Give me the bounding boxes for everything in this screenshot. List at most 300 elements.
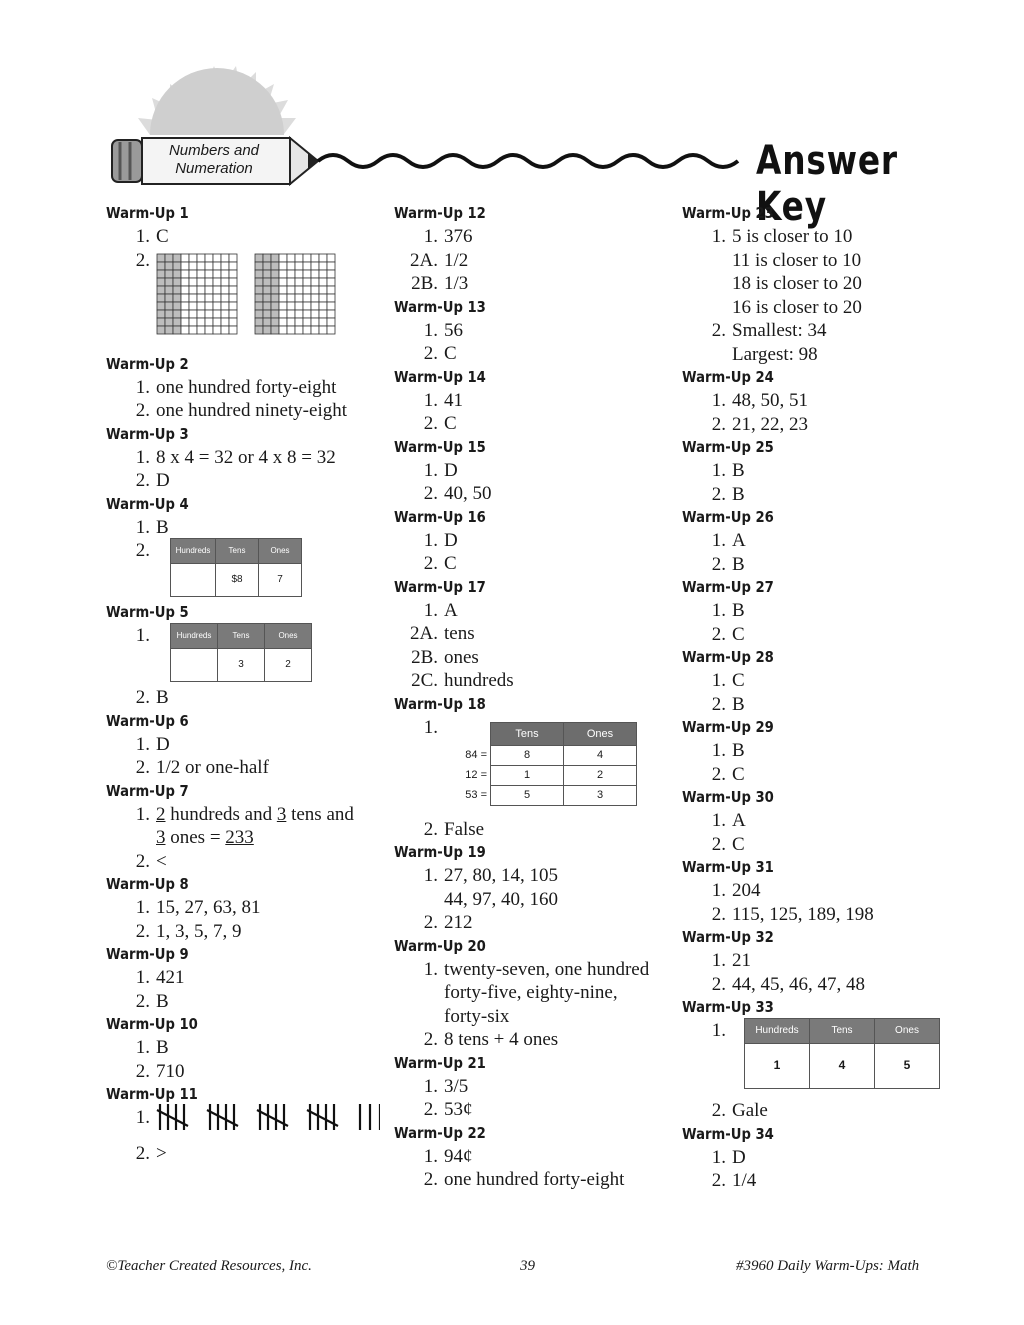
answer-text: 8 tens + 4 ones <box>444 1029 559 1050</box>
item-number: 1. <box>423 319 438 341</box>
table-cell: 2 <box>564 765 637 785</box>
grid-cell <box>263 326 271 334</box>
grid-cell <box>319 326 327 334</box>
grid-cell <box>173 318 181 326</box>
grid-cell <box>295 270 303 278</box>
grid-cell <box>221 254 229 262</box>
item-number: 2. <box>711 763 726 785</box>
place-value-table <box>170 538 302 597</box>
grid-cell <box>229 286 237 294</box>
grid-cell <box>205 294 213 302</box>
grid-cell <box>213 318 221 326</box>
section-warm-up-1 <box>106 202 386 353</box>
grid-cell <box>271 278 279 286</box>
grid-cell <box>279 262 287 270</box>
answer-text: < <box>156 850 167 872</box>
grid-cell <box>229 326 237 334</box>
grid-cell <box>189 270 197 278</box>
section-title: Warm-Up 9 <box>106 945 189 963</box>
answer-text: > <box>156 1143 167 1164</box>
grid-cell <box>173 262 181 270</box>
section-warm-up-20 <box>394 935 674 1052</box>
section-warm-up-10 <box>106 1013 386 1083</box>
section-title: Warm-Up 2 <box>106 354 189 373</box>
grid-cell <box>311 302 319 310</box>
grid-cell <box>205 326 213 334</box>
grid-cell <box>319 302 327 310</box>
grid-cell <box>295 326 303 334</box>
item-number: 2. <box>711 1170 726 1191</box>
grid-cell <box>263 286 271 294</box>
grid-cell <box>165 262 173 270</box>
section-title: Warm-Up 16 <box>394 507 486 526</box>
section-warm-up-3 <box>106 423 386 493</box>
answer-text: 53¢ <box>444 1099 473 1120</box>
grid-cell <box>189 294 197 302</box>
grid-cell <box>279 254 287 262</box>
answer-text: D <box>732 1146 746 1168</box>
grid-cell <box>165 326 173 334</box>
grid-cell <box>165 278 173 286</box>
grid-cell <box>221 302 229 310</box>
grid-cell <box>311 262 319 270</box>
grid-cell <box>229 278 237 286</box>
grid-cell <box>165 286 173 294</box>
answer-text: 421 <box>156 967 185 988</box>
grid-cell <box>189 310 197 318</box>
grid-cell <box>181 254 189 262</box>
item-number: 2. <box>423 413 438 434</box>
answer-text: 94¢ <box>444 1145 473 1167</box>
grid-cell <box>221 278 229 286</box>
section-title: Warm-Up 33 <box>682 998 774 1016</box>
section-warm-up-24 <box>682 366 972 436</box>
table-cell: 3 <box>564 785 637 805</box>
grid-cell <box>229 270 237 278</box>
grid-cell <box>197 294 205 302</box>
grid-cell <box>229 254 237 262</box>
table-header: Hundreds <box>171 539 216 564</box>
item-number: 2. <box>711 320 726 341</box>
grid-cell <box>311 254 319 262</box>
item-number: 1. <box>135 446 150 468</box>
grid-cell <box>229 310 237 318</box>
footer-copyright: ©Teacher Created Resources, Inc. <box>106 1258 312 1274</box>
footer-book-title: #3960 Daily Warm-Ups: Math <box>736 1258 920 1274</box>
item-number: 1. <box>135 1107 150 1128</box>
section-warm-up-34 <box>682 1123 972 1193</box>
grid-cell <box>221 262 229 270</box>
grid-cell <box>197 286 205 294</box>
item-number: 2. <box>135 470 150 491</box>
section-warm-up-9 <box>106 943 386 1013</box>
section-title: Warm-Up 20 <box>394 936 486 955</box>
grid-cell <box>229 318 237 326</box>
column-1 <box>106 202 386 1166</box>
grid-cell <box>295 262 303 270</box>
item-number: 2. <box>423 912 438 933</box>
grid-cell <box>263 318 271 326</box>
grid-cell <box>173 278 181 286</box>
grid-cell <box>295 294 303 302</box>
grid-cell <box>157 262 165 270</box>
grid-cell <box>205 318 213 326</box>
answer-text: C <box>444 343 457 364</box>
answer-text: 15, 27, 63, 81 <box>156 897 261 918</box>
item-number: 1. <box>711 880 726 901</box>
grid-cell <box>279 294 287 302</box>
section-title: Warm-Up 17 <box>394 577 486 596</box>
item-number: 1. <box>423 599 438 621</box>
section-title: Warm-Up 14 <box>394 367 486 386</box>
item-number: 2. <box>135 990 150 1012</box>
grid-cell <box>287 254 295 262</box>
item-number: 1. <box>711 460 726 481</box>
item-number: 2. <box>711 623 726 645</box>
grid-cell <box>279 318 287 326</box>
item-number: 2. <box>135 920 150 942</box>
answer-text: 1, 3, 5, 7, 9 <box>156 920 242 942</box>
item-number: 2. <box>423 553 438 574</box>
underlined-digit: 3 <box>156 827 166 848</box>
grid-cell <box>295 278 303 286</box>
section-title: Warm-Up 4 <box>106 494 189 513</box>
grid-cell <box>327 294 335 302</box>
section-title: Warm-Up 21 <box>394 1053 486 1072</box>
grid-cell <box>255 278 263 286</box>
row-label: 12 = <box>465 769 487 781</box>
item-number: 1. <box>711 810 726 831</box>
grid-cell <box>197 254 205 262</box>
grid-cell <box>165 270 173 278</box>
grid-cell <box>173 302 181 310</box>
item-number: 2C. <box>411 670 438 691</box>
item-number: 2. <box>711 833 726 855</box>
table-cell: 2 <box>265 648 312 681</box>
grid-cell <box>173 326 181 334</box>
answer-text: B <box>156 990 169 1012</box>
section-warm-up-6 <box>106 710 386 780</box>
grid-cell <box>263 254 271 262</box>
item-number: 1. <box>135 1037 150 1058</box>
section-warm-up-11 <box>106 1083 386 1166</box>
table-header: Ones <box>259 539 302 564</box>
item-number: 2. <box>135 540 150 561</box>
underlined-digit: 2 <box>156 803 166 825</box>
hundred-grid-icon <box>156 253 238 335</box>
grid-cell <box>157 302 165 310</box>
section-title: Warm-Up 15 <box>394 437 486 456</box>
pencil-label <box>150 142 278 178</box>
grid-cell <box>303 254 311 262</box>
section-warm-up-25 <box>682 436 972 506</box>
grid-cell <box>181 310 189 318</box>
grid-cell <box>197 326 205 334</box>
grid-cell <box>319 262 327 270</box>
section-warm-up-30 <box>682 786 972 856</box>
section-title: Warm-Up 22 <box>394 1123 486 1142</box>
sun-icon <box>138 66 296 135</box>
grid-cell <box>327 270 335 278</box>
grid-cell <box>213 294 221 302</box>
answer-text: forty-five, eighty-nine, <box>444 982 618 1003</box>
grid-cell <box>287 270 295 278</box>
item-number: 2. <box>711 1100 726 1121</box>
item-number: 1. <box>135 967 150 988</box>
section-warm-up-8 <box>106 873 386 943</box>
table-header: Hundreds <box>171 624 218 649</box>
grid-cell <box>279 270 287 278</box>
grid-cell <box>295 254 303 262</box>
grid-cell <box>287 302 295 310</box>
answer-text: 3/5 <box>444 1075 469 1097</box>
answer-text: ones <box>444 646 479 668</box>
grid-cell <box>189 302 197 310</box>
grid-cell <box>327 318 335 326</box>
grid-cell <box>213 254 221 262</box>
item-number: 2. <box>135 850 150 872</box>
section-warm-up-23 <box>682 202 972 366</box>
answer-text: False <box>444 818 485 840</box>
section-title: Warm-Up 19 <box>394 843 486 861</box>
section-title: Warm-Up 23 <box>682 204 774 222</box>
grid-cell <box>255 286 263 294</box>
answer-text: 40, 50 <box>444 483 492 504</box>
table-header: Tens <box>218 624 265 649</box>
grid-cell <box>319 318 327 326</box>
grid-cell <box>213 302 221 310</box>
grid-cell <box>295 286 303 294</box>
underlined-number: 233 <box>225 827 254 848</box>
hundred-grid-icon <box>254 253 336 335</box>
section-warm-up-7 <box>106 780 386 874</box>
grid-cell <box>327 326 335 334</box>
answer-text: 41 <box>444 389 463 411</box>
grid-cell <box>157 294 165 302</box>
grid-cell <box>303 270 311 278</box>
grid-cell <box>173 254 181 262</box>
section-title: Warm-Up 3 <box>106 424 189 443</box>
item-number: 2A. <box>410 623 438 644</box>
section-title: Warm-Up 6 <box>106 711 189 730</box>
grid-cell <box>197 318 205 326</box>
grid-cell <box>229 302 237 310</box>
answer-text: 376 <box>444 226 473 247</box>
answer-text: 18 is closer to 20 <box>732 273 862 294</box>
grid-cell <box>271 310 279 318</box>
column-3 <box>682 202 972 1193</box>
grid-cell <box>197 262 205 270</box>
grid-cell <box>189 318 197 326</box>
answer-text: 21, 22, 23 <box>732 413 808 435</box>
item-number: 1. <box>423 226 438 247</box>
item-number: 2. <box>423 1099 438 1120</box>
underlined-digit: 3 <box>276 803 287 825</box>
answer-text: B <box>732 740 745 761</box>
answer-text-part: ones = <box>165 827 226 848</box>
grid-cell <box>205 262 213 270</box>
section-warm-up-16 <box>394 506 674 576</box>
grid-cell <box>311 318 319 326</box>
answer-text: B <box>732 483 745 505</box>
item-number: 1. <box>711 670 726 691</box>
answer-text: 1/2 or one-half <box>156 757 269 778</box>
section-title: Warm-Up 24 <box>682 368 774 386</box>
answer-text: one hundred forty-eight <box>156 376 337 398</box>
table-header: Tens <box>491 722 564 745</box>
grid-cell <box>165 310 173 318</box>
answer-text: B <box>156 516 169 538</box>
section-warm-up-27 <box>682 576 972 646</box>
item-number: 2. <box>711 413 726 435</box>
grid-cell <box>189 278 197 286</box>
grid-cell <box>271 318 279 326</box>
answer-text: 56 <box>444 319 463 341</box>
grid-cell <box>255 326 263 334</box>
section-warm-up-14 <box>394 366 674 436</box>
grid-cell <box>287 318 295 326</box>
grid-cell <box>197 270 205 278</box>
grid-cell <box>197 278 205 286</box>
pencil-label-line2: Numeration <box>175 160 253 177</box>
section-warm-up-12 <box>394 202 674 296</box>
table-header: Ones <box>265 624 312 649</box>
section-title: Warm-Up 26 <box>682 508 774 526</box>
answer-text: C <box>444 413 457 434</box>
section-title: Warm-Up 1 <box>106 204 189 222</box>
grid-cell <box>271 286 279 294</box>
answer-text: 1/2 <box>444 249 469 271</box>
grid-cell <box>221 318 229 326</box>
section-warm-up-31 <box>682 856 972 926</box>
section-warm-up-26 <box>682 506 972 576</box>
answer-text: D <box>444 459 458 481</box>
item-number: 1. <box>423 389 438 411</box>
answer-text: hundreds <box>444 670 514 691</box>
answer-text: 115, 125, 189, 198 <box>732 903 874 925</box>
row-label: 53 = <box>465 789 487 801</box>
item-number: 1. <box>711 1020 726 1041</box>
answer-text: Smallest: 34 <box>732 320 827 341</box>
answer-text: one hundred ninety-eight <box>156 400 348 421</box>
item-number: 2. <box>423 1029 438 1050</box>
section-warm-up-4 <box>106 493 386 602</box>
answer-text: C <box>156 226 169 247</box>
grid-cell <box>181 302 189 310</box>
answer-text-part: hundreds and <box>165 803 277 825</box>
section-warm-up-22 <box>394 1122 674 1192</box>
grid-cell <box>287 278 295 286</box>
grid-cell <box>181 318 189 326</box>
section-warm-up-17 <box>394 576 674 693</box>
answer-text: 16 is closer to 20 <box>732 296 862 318</box>
answer-text: forty-six <box>444 1005 510 1027</box>
grid-cell <box>279 302 287 310</box>
item-number: 1. <box>135 897 150 918</box>
answer-text: C <box>732 833 745 855</box>
grid-cell <box>189 254 197 262</box>
answer-text: C <box>732 623 745 645</box>
table-header: Ones <box>564 722 637 745</box>
grid-cell <box>287 286 295 294</box>
grid-cell <box>271 326 279 334</box>
answer-text: 204 <box>732 880 761 901</box>
grid-cell <box>255 254 263 262</box>
section-title: Warm-Up 25 <box>682 438 774 456</box>
grid-cell <box>271 262 279 270</box>
table-cell: 1 <box>491 765 564 785</box>
squiggle-line <box>318 155 738 167</box>
grid-cell <box>263 262 271 270</box>
item-number: 2. <box>711 903 726 925</box>
grid-cell <box>311 278 319 286</box>
item-number: 2. <box>135 757 150 778</box>
table-cell: 4 <box>810 1043 875 1088</box>
item-number: 2. <box>135 400 150 421</box>
grid-cell <box>319 278 327 286</box>
answer-text: tens <box>444 623 475 644</box>
grid-cell <box>303 310 311 318</box>
grid-cell <box>303 286 311 294</box>
grid-cell <box>319 254 327 262</box>
item-number: 1. <box>135 733 150 755</box>
item-number: 2. <box>711 693 726 715</box>
answer-text: B <box>732 460 745 481</box>
grid-cell <box>303 318 311 326</box>
section-title: Warm-Up 5 <box>106 603 189 621</box>
section-title: Warm-Up 12 <box>394 204 486 222</box>
item-number: 2. <box>423 343 438 364</box>
answer-text <box>156 803 354 827</box>
grid-cell <box>263 302 271 310</box>
grid-cell <box>319 286 327 294</box>
item-number: 1. <box>711 740 726 761</box>
grid-cell <box>263 270 271 278</box>
pencil-label-line1: Numbers and <box>168 142 260 159</box>
answer-text: B <box>732 553 745 575</box>
grid-cell <box>287 262 295 270</box>
section-warm-up-33 <box>682 996 972 1123</box>
grid-cell <box>157 326 165 334</box>
answer-text: 8 x 4 = 32 or 4 x 8 = 32 <box>156 446 336 468</box>
table-header: Ones <box>875 1019 940 1044</box>
item-number: 1. <box>423 865 438 886</box>
grid-cell <box>213 270 221 278</box>
grid-cell <box>263 294 271 302</box>
grid-cell <box>197 302 205 310</box>
grid-cell <box>205 278 213 286</box>
item-number: 1. <box>423 1145 438 1167</box>
column-2 <box>394 202 674 1192</box>
answer-text: 44, 45, 46, 47, 48 <box>732 973 865 995</box>
section-warm-up-5 <box>106 601 386 710</box>
answer-text: 212 <box>444 912 473 933</box>
grid-cell <box>263 310 271 318</box>
table-cell: 7 <box>259 563 302 596</box>
answer-text: 5 is closer to 10 <box>732 226 853 247</box>
table-cell: 8 <box>491 745 564 765</box>
answer-text-part: tens and <box>286 803 354 825</box>
grid-cell <box>255 262 263 270</box>
grid-cell <box>181 286 189 294</box>
grid-cell <box>271 254 279 262</box>
grid-cell <box>327 310 335 318</box>
table-cell: 5 <box>491 785 564 805</box>
item-number: 1. <box>711 226 726 247</box>
answer-text: Largest: 98 <box>732 343 818 365</box>
answer-text: B <box>732 600 745 621</box>
section-title: Warm-Up 10 <box>106 1015 198 1033</box>
